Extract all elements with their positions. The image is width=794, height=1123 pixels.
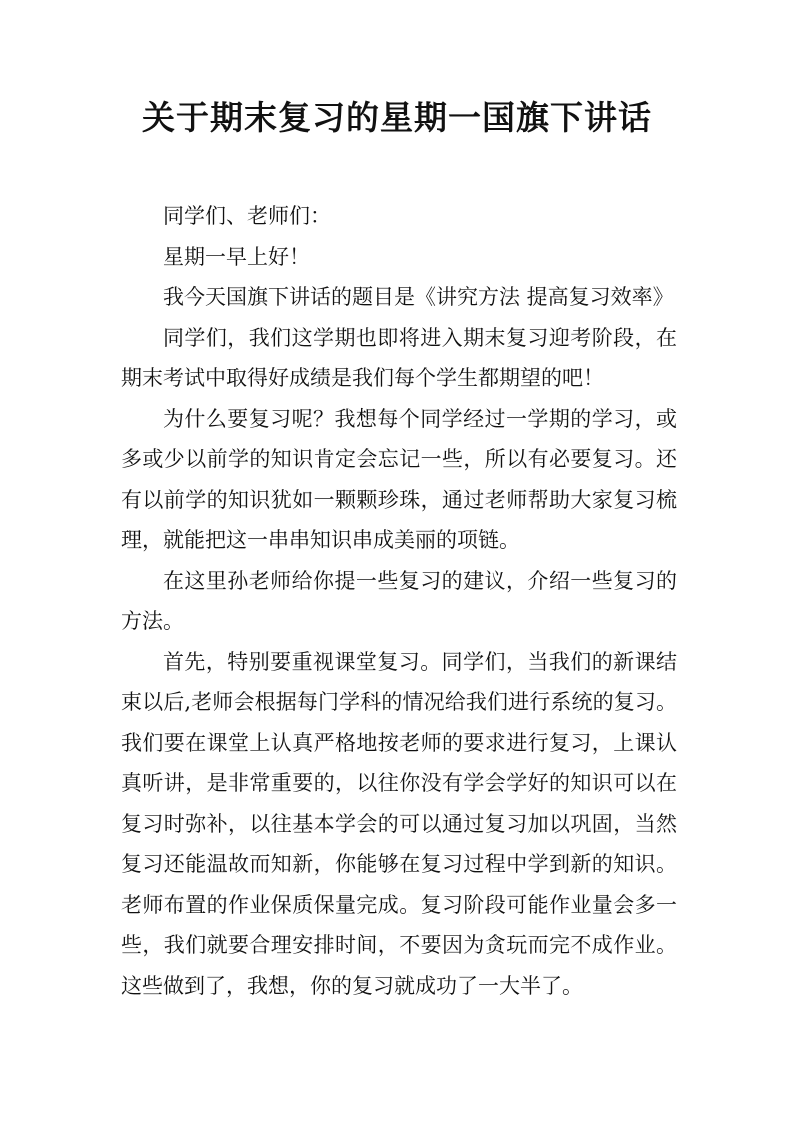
paragraph-topic: 我今天国旗下讲话的题目是《讲究方法 提高复习效率》	[163, 285, 674, 309]
speech-body	[121, 196, 677, 1006]
paragraph-why-review: 为什么要复习呢？我想每个同学经过一学期的学习，或多或少以前学的知识肯定会忘记一些，所以有必要复习。还有以前学的知识犹如一颗颗珍珠，通过老师帮助大家复习梳理，就能把这一串串知识串成美丽的项链。	[121, 406, 677, 552]
paragraph-suggestions: 在这里孙老师给你提一些复习的建议，介绍一些复习的方法。	[121, 568, 677, 633]
page-title: 关于期末复习的星期一国旗下讲话	[142, 98, 652, 137]
paragraph-good-morning: 星期一早上好！	[163, 244, 310, 269]
paragraph-intro: 同学们，我们这学期也即将进入期末复习迎考阶段，在期末考试中取得好成绩是我们每个学生都期望的吧！	[121, 325, 677, 390]
paragraph-class-review: 首先，特别要重视课堂复习。同学们，当我们的新课结束以后,老师会根据每门学科的情况给我们进行系统的复习。我们要在课堂上认真严格地按老师的要求进行复习，上课认真听讲，是非常重要的，以往你没有学会学好的知识可以在复习时弥补，以往基本学会的可以通过复习加以巩固，当然复习还能温故而知新，你能够在复习过程中学到新的知识。老师布置的作业保质保量完成。复习阶段可能作业量会多一些，我们就要合理安排时间，不要因为贪玩而完不成作业。这些做到了，我想，你的复习就成功了一大半了。	[121, 649, 677, 998]
paragraph-greeting: 同学们、老师们：	[163, 204, 331, 228]
